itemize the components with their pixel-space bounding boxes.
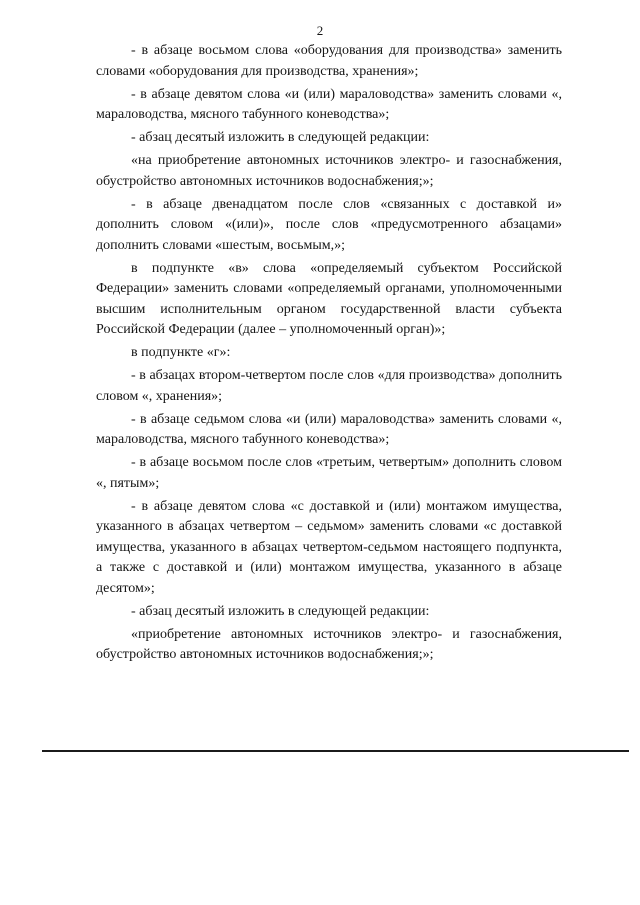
paragraph: - в абзаце восьмом после слов «третьим, четвертым» дополнить словом «, пятым»; — [96, 455, 562, 491]
separator-rule — [42, 750, 629, 752]
paragraph: «на приобретение автономных источников электро- и газоснабжения, обустройство автономных источников водоснабжения;»; — [96, 153, 562, 189]
paragraph: в подпункте «г»: — [131, 345, 231, 360]
paragraph: - абзац десятый изложить в следующей редакции: — [131, 603, 430, 619]
paragraph: - в абзацах втором-четвертом после слов «для производства» дополнить словом «, хранения»; — [96, 368, 562, 404]
paragraph: - в абзаце девятом слова «с доставкой и (или) монтажом имущества, указанного в абзацах четвертом – седьмом» заменить словами «с доставкой имущества, указанного в абзацах четвертом-седьмом настоящего подпункта, а также с доставкой и (или) монтажом имущества, указанного в абзаце десятом»; — [96, 498, 562, 596]
paragraph: - в абзаце двенадцатом после слов «связанных с доставкой и» дополнить словом «(или)», после слов «предусмотренного абзацами» дополнить словами «шестым, восьмым,»; — [96, 196, 562, 253]
paragraph: - абзац десятый изложить в следующей редакции: — [131, 130, 430, 145]
paragraph: в подпункте «в» слова «определяемый субъектом Российской Федерации» заменить словами «определяемый органами, уполномоченными высшим исполнительным органом государственной власти субъекта Российской Федерации (далее – уполномоченный орган)»; — [96, 260, 562, 337]
document-body — [96, 41, 562, 668]
page-number: 2 — [316, 23, 324, 38]
paragraph: - в абзаце седьмом слова «и (или) мараловодства» заменить словами «, мараловодства, мясного табунного коневодства»; — [96, 411, 562, 447]
paragraph: - в абзаце восьмом слова «оборудования для производства» заменить словами «оборудования для производства, хранения»; — [96, 43, 562, 79]
paragraph: - в абзаце девятом слова «и (или) мараловодства» заменить словами «, мараловодства, мясного табунного коневодства»; — [96, 86, 562, 122]
paragraph: «приобретение автономных источников электро- и газоснабжения, обустройство автономных источников водоснабжения;»; — [96, 626, 562, 662]
